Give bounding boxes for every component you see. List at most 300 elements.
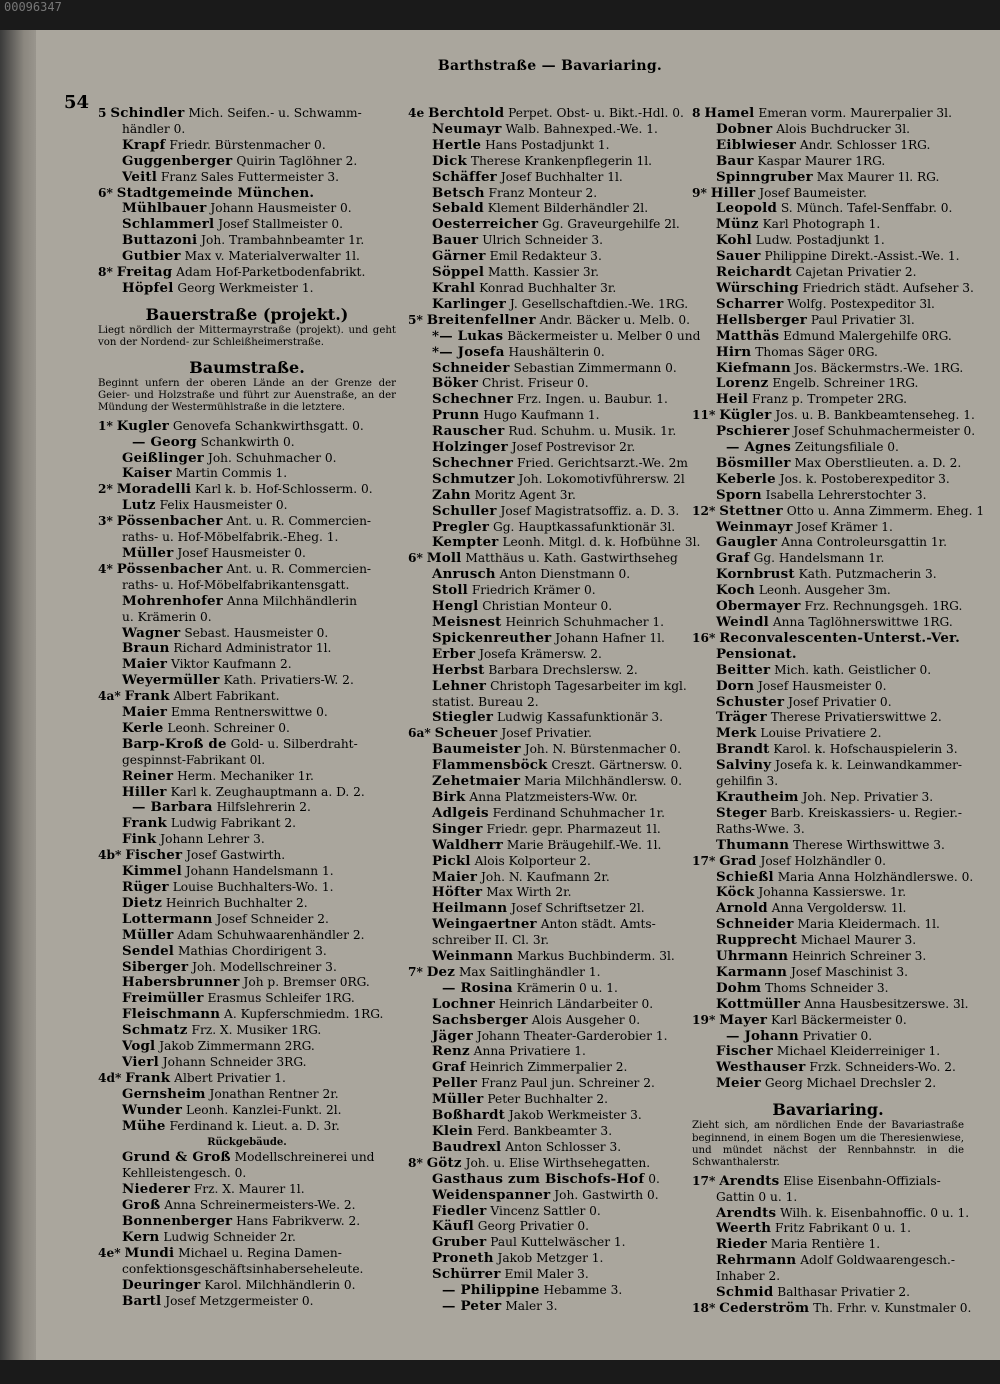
directory-entry (692, 1253, 964, 1269)
resident-details: Privatier 0. (802, 1028, 873, 1043)
resident-details: Ferd. Bankbeamter 3. (476, 1124, 613, 1138)
resident-name: Zahn (432, 486, 471, 503)
resident-details: Michael Maurer 3. (800, 933, 917, 948)
resident-details: Anton Dienstmann 0. (499, 567, 631, 582)
resident-details: Gg. Graveurgehilfe 2l. (542, 217, 680, 232)
resident-details: Jos. u. B. Bankbeamtenseheg. 1. (775, 408, 975, 423)
resident-details: Perpet. Obst- u. Bikt.-Hdl. 0. (508, 106, 684, 120)
directory-entry (98, 991, 396, 1007)
directory-entry (98, 657, 396, 673)
subheading: Rückgebäude. (207, 1136, 287, 1148)
resident-details: Joh. Gastwirth 0. (554, 1187, 659, 1202)
directory-entry (692, 583, 964, 599)
resident-details: confektionsgeschäftsinhaberseheleute. (122, 1261, 364, 1276)
resident-details: Karol. Milchhändlerin 0. (204, 1277, 356, 1292)
resident-details: Johann Theater-Garderobier 1. (476, 1028, 668, 1043)
resident-details: Max Oberstlieuten. a. D. 2. (794, 455, 962, 470)
resident-details: Christoph Tagesarbeiter im kgl. (490, 678, 687, 693)
resident-name: Zehetmaier (432, 773, 521, 790)
resident-details: Adolf Goldwaarengesch.- (800, 1253, 956, 1268)
directory-entry (692, 981, 964, 997)
resident-name: Kerle (122, 719, 164, 736)
resident-name: Kottmüller (716, 995, 801, 1012)
resident-details: Frzk. Schneiders-Wo. 2. (809, 1060, 956, 1075)
resident-details: Gg. Handelsmann 1r. (753, 551, 885, 566)
resident-name: Müller (432, 1091, 484, 1108)
house-number: 6* (408, 551, 423, 566)
resident-name: Bösmiller (716, 454, 791, 471)
resident-name: Schmatz (122, 1022, 188, 1039)
resident-name: Weingaertner (432, 916, 537, 933)
directory-entry (98, 154, 396, 170)
directory-entry (98, 1087, 396, 1103)
resident-name: Fischer (125, 847, 183, 864)
resident-details: raths- u. Hof-Möbelfabrik.-Eheg. 1. (122, 530, 339, 545)
resident-name: Lutz (122, 497, 156, 514)
directory-entry (408, 933, 700, 949)
resident-details: Jos. Bäckermstrs.-We. 1RG. (794, 360, 964, 375)
house-number: 4d* (98, 1070, 122, 1085)
resident-name: Erber (432, 645, 476, 662)
resident-details: Paul Kuttelwäscher 1. (490, 1235, 626, 1250)
street-description: Liegt nördlich der Mittermayrstraße (projekt). und geht von der Nordend- zur Schleißheimerstraße. (98, 324, 396, 349)
directory-entry (98, 944, 396, 960)
resident-name: Spickenreuther (432, 629, 552, 646)
resident-details: Viktor Kaufmann 2. (171, 657, 292, 672)
resident-name: Kugler (116, 417, 170, 434)
resident-details: Balthasar Privatier 2. (777, 1285, 911, 1300)
resident-details: Mich. kath. Geistlicher 0. (774, 662, 932, 677)
directory-entry (408, 106, 700, 122)
directory-entry (408, 1029, 700, 1045)
resident-details: Josef Schriftsetzer 2l. (511, 901, 645, 916)
resident-details: Josefa Krämersw. 2. (479, 646, 602, 661)
resident-name: Weindl (716, 614, 769, 630)
directory-entry (408, 726, 700, 742)
resident-details: Johann Schneider 3RG. (162, 1054, 307, 1069)
resident-details: Philippine Direkt.-Assist.-We. 1. (764, 249, 960, 264)
resident-details: Wilh. k. Eisenbahnoffic. 0 u. 1. (780, 1205, 970, 1220)
directory-entry (408, 186, 700, 202)
resident-name: Sendel (122, 942, 175, 959)
resident-name: Moradelli (116, 481, 192, 498)
directory-entry (692, 806, 964, 822)
resident-details: Max Saitlinghändler 1. (458, 964, 601, 979)
resident-details: Georg Privatier 0. (477, 1219, 589, 1234)
resident-name: Maier (122, 656, 168, 673)
directory-entry (408, 1172, 700, 1188)
resident-details: Barb. Kreiskassiers- u. Regier.- (770, 805, 963, 820)
resident-details: Richard Administrator 1l. (173, 641, 332, 656)
resident-details: Edmund Malergehilfe 0RG. (783, 328, 952, 343)
resident-name: Arendts (719, 1172, 780, 1189)
resident-name: Käufl (432, 1218, 474, 1235)
directory-entry (692, 170, 964, 186)
directory-entry (692, 615, 964, 631)
resident-details: Josef Stallmeister 0. (218, 217, 343, 232)
resident-name: Mundi (124, 1244, 175, 1261)
resident-details: Leonh. Schreiner 0. (167, 720, 290, 735)
resident-details: Anton städt. Amts- (540, 917, 656, 932)
directory-entry (98, 864, 396, 880)
resident-name: Siberger (122, 958, 189, 975)
directory-entry (98, 896, 396, 912)
street-description: Beginnt unfern der oberen Lände an der Grenze der Geier- und Holzstraße und führt zur Auenstraße, an der Mündung der Westermühlstraße in die letztere. (98, 377, 396, 414)
directory-entry (408, 1013, 700, 1029)
directory-entry (692, 535, 964, 551)
resident-details: Jakob Werkmeister 3. (508, 1108, 642, 1123)
directory-entry (692, 472, 964, 488)
resident-name: Dick (432, 152, 467, 169)
resident-name: Baur (716, 152, 754, 169)
resident-name: Flammensböck (432, 757, 548, 774)
house-number: 5* (408, 312, 423, 327)
resident-details: Maria Milchhändlersw. 0. (524, 774, 683, 789)
resident-name: Mohrenhofer (122, 592, 224, 609)
resident-details: Walb. Bahnexped.-We. 1. (505, 121, 658, 136)
resident-name: Braun (122, 640, 170, 657)
directory-entry (98, 1007, 396, 1023)
house-number: 12* (692, 503, 716, 518)
directory-entry (408, 1140, 700, 1156)
resident-name: Leopold (716, 200, 778, 217)
resident-details: Genovefa Schankwirthsgatt. 0. (172, 418, 364, 433)
resident-details: Maria Kleidermach. 1l. (797, 917, 940, 932)
house-number: 4b* (98, 848, 122, 863)
directory-entry (98, 281, 396, 297)
resident-name: Lehner (432, 677, 487, 694)
resident-details: Frz. Rechnungsgeh. 1RG. (804, 599, 963, 614)
resident-details: Johann Lehrer 3. (160, 832, 265, 847)
resident-name: Hellsberger (716, 311, 807, 328)
resident-name: Gernsheim (122, 1085, 206, 1102)
resident-details: Franz Monteur 2. (488, 185, 598, 200)
directory-entry (408, 599, 700, 615)
resident-name: Müller (122, 544, 174, 561)
directory-entry (692, 854, 964, 870)
directory-entry (692, 456, 964, 472)
resident-name: Steger (716, 804, 767, 821)
resident-details: Fritz Fabrikant 0 u. 1. (775, 1221, 911, 1236)
directory-entry (408, 551, 700, 567)
directory-entry (98, 800, 396, 816)
directory-entry (408, 1124, 700, 1140)
resident-details: Paul Privatier 3l. (810, 312, 915, 327)
resident-name: Schuster (716, 693, 785, 710)
directory-entry (408, 790, 700, 806)
resident-details: Anna Taglöhnerswittwe 1RG. (772, 615, 953, 629)
resident-name: Schmid (716, 1284, 774, 1301)
resident-details: Quirin Taglöhner 2. (236, 153, 358, 168)
resident-name: Breitenfellner (426, 311, 536, 328)
directory-entry (408, 695, 700, 711)
resident-details: Ferdinand Schuhmacher 1r. (492, 805, 666, 820)
directory-entry (98, 217, 396, 233)
resident-name: Arendts (716, 1204, 777, 1221)
resident-name: Kügler (719, 407, 772, 424)
resident-details: Josef Schneider 2. (216, 911, 329, 926)
directory-entry (98, 721, 396, 737)
resident-details: Anna Platzmeisters-Ww. 0r. (469, 789, 638, 804)
resident-details: Heinrich Buchhalter 2. (165, 895, 308, 910)
resident-name: Heil (716, 391, 749, 408)
resident-details: Elise Eisenbahn-Offizials- (783, 1173, 941, 1188)
directory-entry (408, 870, 700, 886)
resident-name: Rieder (716, 1236, 767, 1253)
resident-details: statist. Bureau 2. (432, 694, 539, 709)
directory-entry (408, 440, 700, 456)
resident-name: Pössenbacher (116, 560, 223, 577)
resident-name: Freimüller (122, 990, 204, 1007)
directory-entry (692, 1221, 964, 1237)
directory-entry (692, 838, 964, 854)
resident-details: Felix Hausmeister 0. (159, 498, 288, 513)
directory-entry (408, 1251, 700, 1267)
resident-details: Franz Sales Futtermeister 3. (160, 169, 339, 184)
directory-entry (692, 186, 964, 202)
resident-name: — Peter (442, 1297, 502, 1314)
resident-name: Höfter (432, 884, 483, 901)
directory-entry (692, 742, 964, 758)
resident-name: Gasthaus zum Bischofs-Hof (432, 1170, 645, 1187)
resident-details: Josef Buchhalter 1l. (500, 169, 623, 184)
resident-name: Keberle (716, 470, 776, 487)
resident-name: Stiegler (432, 709, 494, 726)
resident-details: Krämerin 0 u. 1. (516, 980, 618, 995)
resident-details: Joh p. Bremser 0RG. (243, 975, 370, 990)
resident-name: Holzinger (432, 439, 508, 456)
resident-name: Niederer (122, 1181, 190, 1198)
resident-details: Christ. Friseur 0. (481, 376, 589, 391)
directory-entry (692, 933, 964, 949)
resident-name: Adlgeis (432, 804, 489, 821)
resident-details: Th. Frhr. v. Kunstmaler 0. (813, 1300, 972, 1315)
resident-details: Joh. Lokomotivführersw. 2l (518, 471, 685, 486)
resident-details: Mathias Chordirigent 3. (177, 943, 327, 958)
directory-entry (408, 313, 700, 329)
resident-name: Betsch (432, 184, 485, 201)
resident-details: Herm. Mechaniker 1r. (177, 768, 314, 783)
resident-name: Krahl (432, 279, 476, 296)
resident-name: — Rosina (442, 979, 513, 996)
house-number: 7* (408, 964, 423, 979)
resident-details: Josef Schuhmachermeister 0. (793, 424, 976, 439)
directory-entry (692, 138, 964, 154)
directory-entry (692, 885, 964, 901)
resident-name: Hiller (710, 184, 756, 201)
resident-name: Dietz (122, 894, 163, 911)
resident-details: Johann Handelsmann 1. (185, 864, 334, 879)
resident-name: Scharrer (716, 295, 784, 312)
resident-name: Brandt (716, 741, 770, 758)
resident-name: Oesterreicher (432, 216, 539, 233)
resident-details: Matthäus u. Kath. Gastwirthseheg (465, 551, 678, 566)
directory-entry (408, 647, 700, 663)
directory-entry (408, 376, 700, 392)
resident-details: Alois Kolporteur 2. (474, 853, 591, 868)
resident-name: Gaugler (716, 534, 778, 551)
resident-details: Markus Buchbinderm. 3l. (517, 949, 675, 964)
resident-name: Dez (426, 963, 456, 980)
resident-details: Kath. Putzmacherin 3. (798, 567, 937, 582)
directory-entry (98, 233, 396, 249)
resident-name: Kimmel (122, 863, 182, 880)
house-number: 2* (98, 482, 113, 497)
directory-entry (692, 217, 964, 233)
directory-entry (98, 1214, 396, 1230)
resident-details: Gattin 0 u. 1. (716, 1189, 798, 1204)
resident-details: Haushälterin 0. (508, 344, 605, 359)
resident-name: Gutbier (122, 248, 181, 265)
resident-details: Ulrich Schneider 3. (482, 233, 603, 248)
directory-entry (98, 975, 396, 991)
resident-details: Friedrich städt. Aufseher 3. (802, 280, 974, 295)
resident-details: Matth. Kassier 3r. (488, 265, 599, 280)
resident-name: Bonnenberger (122, 1213, 233, 1230)
directory-entry (408, 1060, 700, 1076)
directory-entry (98, 419, 396, 435)
directory-entry (98, 753, 396, 769)
directory-entry (692, 329, 964, 345)
directory-entry (98, 912, 396, 928)
directory-entry (692, 440, 964, 456)
directory-entry (408, 138, 700, 154)
house-number: 8* (98, 265, 113, 280)
directory-entry (408, 1188, 700, 1204)
directory-entry (408, 917, 700, 933)
resident-name: Kohl (716, 232, 752, 249)
directory-entry (98, 1246, 396, 1262)
resident-name: Grund & Groß (122, 1149, 231, 1166)
resident-details: Raths-Wwe. 3. (716, 821, 805, 836)
house-number: 19* (692, 1012, 716, 1027)
resident-name: Graf (716, 550, 750, 567)
directory-entry (692, 710, 964, 726)
resident-name: Veitl (122, 168, 158, 185)
resident-details: Andr. Schlosser 1RG. (799, 137, 931, 152)
resident-details: Emma Rentnerswittwe 0. (171, 705, 328, 720)
resident-name: Buttazoni (122, 232, 198, 249)
resident-details: Josef Baumeister. (759, 185, 867, 200)
resident-name: Berchtold (428, 105, 505, 121)
resident-name: Uhrmann (716, 948, 789, 965)
directory-entry (98, 106, 396, 122)
resident-details: Marie Bräugehilf.-We. 1l. (506, 837, 662, 852)
resident-name: Würsching (716, 279, 799, 296)
directory-entry (408, 710, 700, 726)
resident-name: Matthäs (716, 327, 780, 344)
directory-entry (408, 1156, 700, 1172)
resident-details: Konrad Buchhalter 3r. (479, 280, 617, 295)
directory-entry (692, 1237, 964, 1253)
directory-entry (408, 1267, 700, 1283)
resident-details: Ludwig Schneider 2r. (163, 1229, 296, 1244)
resident-name: Fiedler (432, 1202, 487, 1219)
resident-details: Michael u. Regina Damen- (178, 1245, 342, 1260)
house-number: 8 (692, 106, 701, 120)
directory-entry (692, 567, 964, 583)
directory-entry (98, 816, 396, 832)
resident-details: Gg. Hauptkassafunktionär 3l. (492, 519, 676, 534)
resident-name: Sauer (716, 248, 761, 265)
resident-name: — Georg (132, 433, 197, 450)
resident-details: Max Maurer 1l. RG. (816, 169, 940, 184)
resident-name: Rupprecht (716, 932, 798, 949)
resident-details: Josef Postrevisor 2r. (511, 440, 636, 455)
resident-details: Kehlleistengesch. 0. (122, 1166, 247, 1181)
directory-entry (692, 1269, 964, 1285)
directory-entry (692, 265, 964, 281)
resident-name: Gärner (432, 248, 486, 265)
resident-details: J. Gesellschaftdien.-We. 1RG. (509, 296, 689, 311)
resident-name: Götz (426, 1154, 462, 1171)
resident-details: Martin Commis 1. (175, 466, 288, 481)
resident-details: Johann Hausmeister 0. (210, 201, 352, 216)
house-number: 11* (692, 408, 716, 423)
resident-details: Ant. u. R. Commercien- (226, 561, 372, 576)
directory-entry (98, 186, 396, 202)
resident-name: Krautheim (716, 788, 799, 805)
resident-details: Christian Monteur 0. (482, 599, 613, 614)
directory-entry (408, 567, 700, 583)
directory-entry (408, 885, 700, 901)
resident-name: Salviny (716, 757, 772, 774)
directory-entry (98, 737, 396, 753)
resident-details: Modellschreinerei und (234, 1150, 375, 1165)
resident-details: Otto u. Anna Zimmerm. Eheg. 1 (786, 503, 985, 518)
directory-entry (408, 1044, 700, 1060)
resident-details: Klement Bilderhändler 2l. (487, 201, 649, 216)
column-1 (98, 106, 396, 1309)
directory-entry (98, 594, 396, 610)
directory-entry (692, 1044, 964, 1060)
resident-name: Lochner (432, 995, 495, 1012)
resident-name: Waldherr (432, 836, 503, 853)
directory-entry (98, 578, 396, 594)
directory-entry (98, 562, 396, 578)
directory-entry (98, 705, 396, 721)
resident-details: gespinnst-Fabrikant 0l. (122, 752, 266, 767)
resident-details: Frz. X. Maurer 1l. (193, 1182, 305, 1197)
directory-entry (692, 599, 964, 615)
resident-name: Schneider (432, 359, 510, 376)
resident-details: Barbara Drechslersw. 2. (488, 662, 638, 677)
directory-entry (692, 647, 964, 663)
directory-entry (692, 995, 969, 1013)
directory-entry (408, 1219, 700, 1235)
resident-name: Kern (122, 1228, 160, 1245)
resident-name: Weinmayr (716, 518, 793, 535)
resident-name: Kiefmann (716, 359, 791, 376)
resident-details: Engelb. Schreiner 1RG. (772, 376, 919, 391)
directory-entry (408, 663, 700, 679)
resident-details: S. Münch. Tafel-Senffabr. 0. (780, 201, 953, 216)
resident-details: Michael Kleiderreiniger 1. (776, 1044, 941, 1059)
directory-entry (98, 1294, 396, 1310)
resident-name: Wagner (122, 624, 181, 641)
resident-details: Jos. k. Postoberexpeditor 3. (779, 471, 950, 486)
directory-entry (692, 1060, 964, 1076)
directory-entry (692, 868, 974, 886)
resident-name: Karlinger (432, 295, 507, 312)
directory-entry (692, 1029, 964, 1045)
resident-name: Singer (432, 820, 483, 837)
resident-details: Joh. Schuhmacher 0. (207, 450, 337, 465)
resident-name: Kaiser (122, 465, 172, 482)
resident-details: Emeran vorm. Maurerpalier 3l. (758, 106, 952, 120)
resident-name: Baumeister (432, 741, 521, 758)
resident-details: raths- u. Hof-Möbelfabrikantensgatt. (122, 577, 350, 592)
